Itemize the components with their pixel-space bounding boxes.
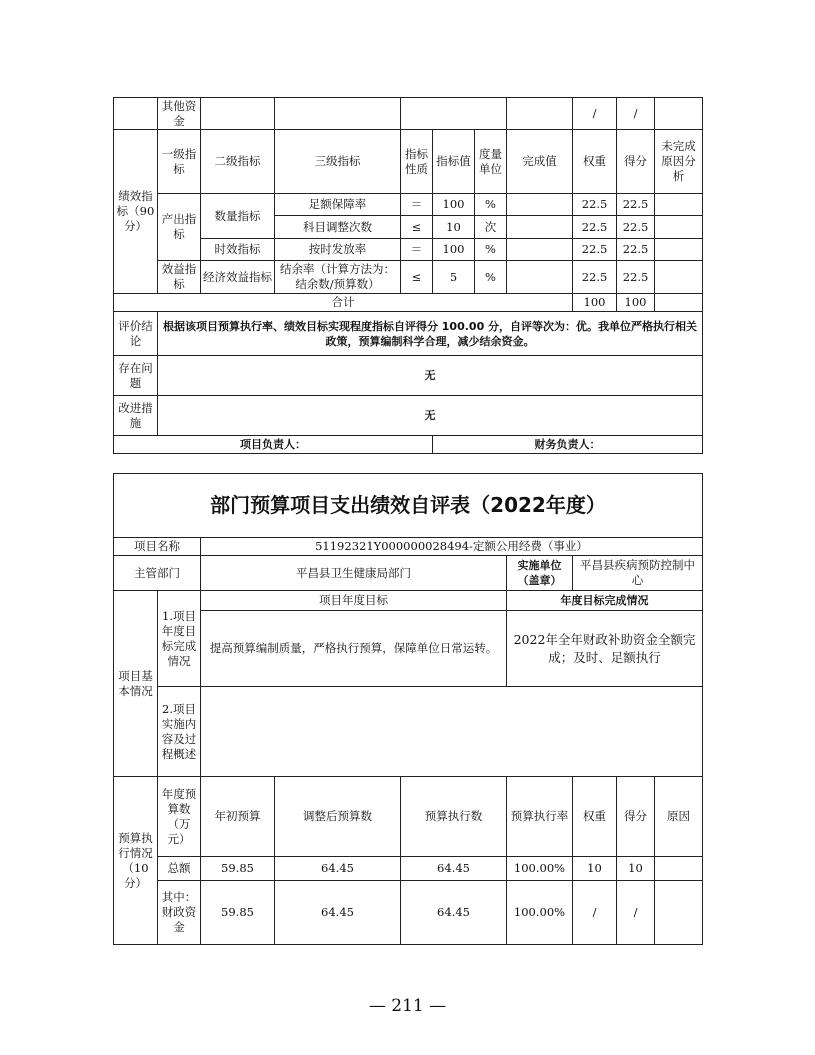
op-cell: ＝ (401, 239, 433, 261)
unit-cell: 次 (475, 216, 507, 239)
executed: 64.45 (401, 857, 507, 881)
self-evaluation-table (113, 473, 703, 945)
score-cell: / (617, 98, 655, 130)
header-cell: 原因 (655, 777, 703, 857)
finance-lead: 财务负责人： (433, 436, 703, 454)
op-cell: ≤ (401, 216, 433, 239)
header-cell: 调整后预算数 (275, 777, 401, 857)
eval-text: 根据该项目预算执行率、绩效目标实现程度指标自评得分 100.00 分，自评等次为：优。我单位严格执行相关政策，预算编制科学合理，减少结余资金。 (158, 312, 703, 356)
level3-cell: 科目调整次数 (275, 216, 401, 239)
level1-cell: 效益指标 (158, 261, 201, 294)
header-cell: 度量单位 (475, 130, 507, 194)
op-cell: ＝ (401, 194, 433, 216)
header-cell: 权重 (573, 130, 617, 194)
header-cell: 未完成原因分析 (655, 130, 703, 194)
header-cell: 一级指标 (158, 130, 201, 194)
header-row (114, 130, 703, 194)
header-cell: 完成值 (507, 130, 573, 194)
row-label: 其中：财政资金 (158, 881, 201, 945)
other-funds-label: 其他资金 (158, 98, 201, 130)
op-cell: ≤ (401, 261, 433, 294)
budget-label: 预算执行情况（10分） (114, 777, 158, 945)
name-label: 项目名称 (114, 538, 201, 556)
header-cell: 二级指标 (201, 130, 275, 194)
page-number: — 211 — (368, 996, 447, 1016)
adjusted-budget: 64.45 (275, 857, 401, 881)
init-budget: 59.85 (201, 881, 275, 945)
header-cell: 权重 (573, 777, 617, 857)
table-row (114, 857, 703, 881)
section1-label: 1.项目年度目标完成情况 (158, 591, 201, 687)
eval-label: 评价结论 (114, 312, 158, 356)
total-weight: 100 (573, 294, 617, 312)
header-cell: 三级指标 (275, 130, 401, 194)
perf-label: 绩效指标（90分） (114, 130, 158, 294)
level2-cell: 数量指标 (201, 194, 275, 239)
init-budget: 59.85 (201, 857, 275, 881)
executed: 64.45 (401, 881, 507, 945)
dept-row (114, 556, 703, 591)
impl-label: 实施单位（盖章） (507, 556, 573, 591)
weight-cell: 10 (573, 857, 617, 881)
score-cell: / (617, 881, 655, 945)
table-row (114, 194, 703, 216)
adjusted-budget: 64.45 (275, 881, 401, 945)
dept-value: 平昌县卫生健康局部门 (201, 556, 507, 591)
page-title: 部门预算项目支出绩效自评表（2022年度） (114, 474, 703, 538)
unit-cell: % (475, 239, 507, 261)
performance-indicator-table (113, 97, 703, 454)
unit-cell: % (475, 194, 507, 216)
score-cell: 22.5 (617, 194, 655, 216)
weight-cell: 22.5 (573, 216, 617, 239)
value-cell: 100 (433, 194, 475, 216)
header-cell: 年度预算数（万元） (158, 777, 201, 857)
level2-cell: 时效指标 (201, 239, 275, 261)
header-cell: 预算执行率 (507, 777, 573, 857)
value-cell: 5 (433, 261, 475, 294)
total-score: 100 (617, 294, 655, 312)
score-cell: 22.5 (617, 239, 655, 261)
issues-text: 无 (158, 356, 703, 396)
issues-row (114, 356, 703, 396)
issues-label: 存在问题 (114, 356, 158, 396)
improve-label: 改进措施 (114, 396, 158, 436)
basic-label: 项目基本情况 (114, 591, 158, 777)
value-cell: 100 (433, 239, 475, 261)
header-cell: 指标值 (433, 130, 475, 194)
weight-cell: / (573, 98, 617, 130)
score-cell: 22.5 (617, 261, 655, 294)
level3-cell: 足额保障率 (275, 194, 401, 216)
level1-cell: 产出指标 (158, 194, 201, 261)
table-row (114, 239, 703, 261)
header-cell: 年初预算 (201, 777, 275, 857)
improve-text: 无 (158, 396, 703, 436)
goal-header: 项目年度目标 (201, 591, 507, 611)
row-label: 总额 (158, 857, 201, 881)
level3-cell: 结余率（计算方法为：结余数/预算数） (275, 261, 401, 294)
weight-cell: 22.5 (573, 239, 617, 261)
header-cell: 得分 (617, 130, 655, 194)
done-header: 年度目标完成情况 (507, 591, 703, 611)
signature-row (114, 436, 703, 454)
done-text: 2022年全年财政补助资金全额完成；及时、足额执行 (507, 611, 703, 687)
level2-cell: 经济效益指标 (201, 261, 275, 294)
score-cell: 10 (617, 857, 655, 881)
table-row (114, 261, 703, 294)
project-name: 51192321Y000000028494-定额公用经费（事业） (201, 538, 703, 556)
project-name-row (114, 538, 703, 556)
header-cell: 得分 (617, 777, 655, 857)
dept-label: 主管部门 (114, 556, 201, 591)
exec-rate: 100.00% (507, 857, 573, 881)
header-cell: 预算执行数 (401, 777, 507, 857)
weight-cell: 22.5 (573, 261, 617, 294)
evaluation-row (114, 312, 703, 356)
project-lead: 项目负责人： (114, 436, 433, 454)
goal-text: 提高预算编制质量，严格执行预算，保障单位日常运转。 (201, 611, 507, 687)
weight-cell: / (573, 881, 617, 945)
total-label: 合计 (114, 294, 573, 312)
value-cell: 10 (433, 216, 475, 239)
weight-cell: 22.5 (573, 194, 617, 216)
score-cell: 22.5 (617, 216, 655, 239)
section2-label: 2.项目实施内容及过程概述 (158, 687, 201, 777)
table-row (114, 881, 703, 945)
impl-value: 平昌县疾病预防控制中心 (573, 556, 703, 591)
other-funds-row (114, 98, 703, 130)
exec-rate: 100.00% (507, 881, 573, 945)
level3-cell: 按时发放率 (275, 239, 401, 261)
total-row (114, 294, 703, 312)
header-cell: 指标性质 (401, 130, 433, 194)
unit-cell: % (475, 261, 507, 294)
improve-row (114, 396, 703, 436)
